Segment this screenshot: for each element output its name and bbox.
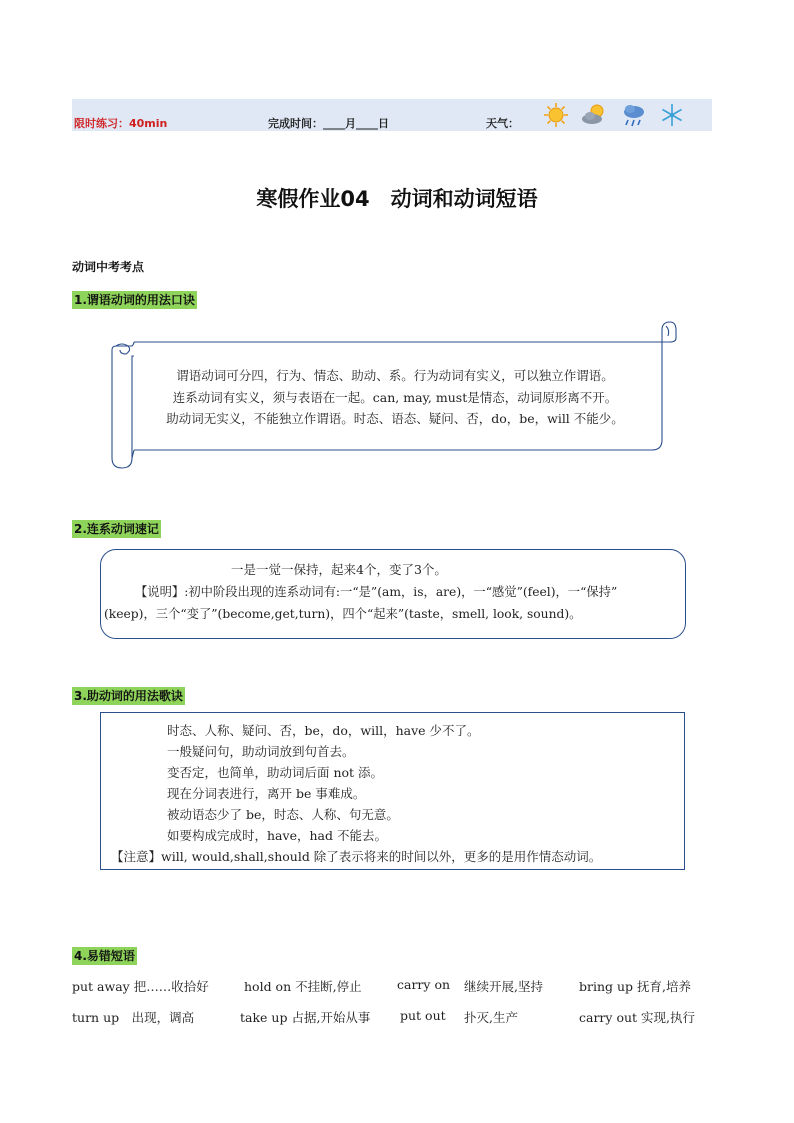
section2-line-2: 【说明】:初中阶段出现的连系动词有:一“是”(am，is，are)，一“感觉”(feel)，一“保持” [135, 585, 618, 599]
section2-label: 2.连系动词速记 [74, 522, 159, 536]
phrase-hold-on: hold on 不挂断,停止 [244, 979, 362, 994]
section3-note: 【注意】will, would,shall,should 除了表示将来的时间以外，更多的是用作情态动词。 [111, 849, 602, 864]
section2-line-1: 一是一觉一保持，起来4个，变了3个。 [231, 562, 447, 577]
partly-cloudy-icon [580, 101, 608, 129]
phrase-carry-on: carry on [397, 977, 451, 992]
section4-heading [72, 945, 137, 964]
phrase-put-out-meaning: 扑灭,生产 [464, 1010, 518, 1025]
phrase-take-up: take up 占据,开始从事 [240, 1010, 371, 1025]
section3-line-2: 一般疑问句，助动词放到句首去。 [167, 744, 355, 759]
section1-heading [72, 289, 197, 308]
phrase-put-out: put out [400, 1008, 446, 1023]
section2-line-3: (keep)，三个“变了”(become,get,turn)，四个“起来”(taste，smell, look, sound)。 [104, 607, 582, 621]
section1-line-2: 连系动词有实义，须与表语在一起。can, may, must是情态，动词原形离不开。 [172, 390, 618, 405]
section4-label: 4.易错短语 [74, 949, 135, 963]
section3-line-4: 现在分词表进行，离开 be 事难成。 [167, 786, 366, 801]
section3-line-5: 被动语态少了 be，时态、人称、句无意。 [167, 807, 399, 822]
section1-line-1: 谓语动词可分四，行为、情态、助动、系。行为动词有实义，可以独立作谓语。 [176, 368, 614, 383]
linking-verb-box [100, 549, 686, 639]
sun-icon [542, 101, 570, 129]
section2-heading [72, 518, 161, 537]
section3-label: 3.助动词的用法歌诀 [74, 689, 183, 703]
phrase-put-away: put away 把……收拾好 [72, 979, 209, 994]
section1-label: 1.谓语动词的用法口诀 [74, 293, 195, 307]
auxiliary-verb-box [100, 712, 685, 870]
phrase-bring-up: bring up 抚育,培养 [579, 979, 691, 994]
weather-label: 天气： [486, 117, 519, 130]
snowflake-icon [658, 101, 686, 129]
section3-heading [72, 685, 185, 704]
finish-time-label: 完成时间：____月____日 [268, 117, 389, 130]
section3-line-6: 如要构成完成时，have，had 不能去。 [167, 828, 387, 843]
rain-icon [620, 101, 648, 129]
phrase-turn-up: turn up 出现，调高 [72, 1010, 195, 1025]
section1-line-3: 助动词无实义，不能独立作谓语。时态、语态、疑问、否，do，be，will 不能少。 [166, 411, 624, 426]
phrase-carry-on-meaning: 继续开展,坚持 [464, 979, 543, 994]
section3-line-3: 变否定，也简单，助动词后面 not 添。 [167, 765, 384, 780]
header-bar [72, 99, 712, 131]
scroll-box [110, 320, 680, 470]
intro-heading: 动词中考考点 [72, 260, 145, 274]
timed-practice-label: 限时练习：40min [74, 117, 168, 130]
page-title: 寒假作业04 动词和动词短语 [256, 187, 538, 211]
phrase-carry-out: carry out 实现,执行 [579, 1010, 695, 1025]
section3-line-1: 时态、人称、疑问、否，be，do，will，have 少不了。 [167, 723, 480, 738]
